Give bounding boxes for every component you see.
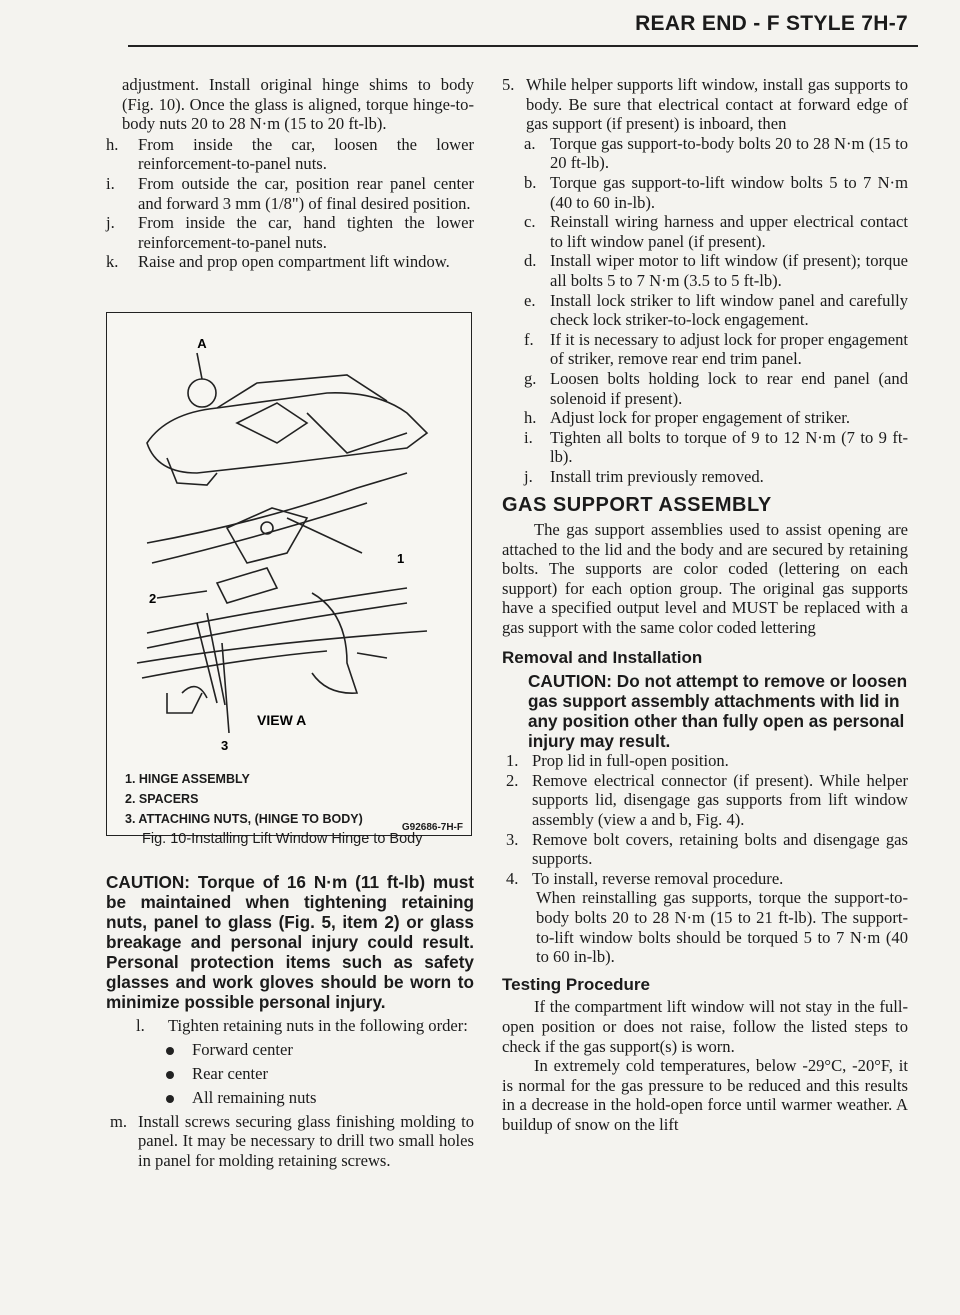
caution-gas-support: CAUTION: Do not attempt to remove or loosen gas support assembly attachments with lid in any position other than fully open as personal injury may result. [528, 671, 908, 752]
substep-i: i. Tighten all bolts to torque of 9 to 12 N·m (7 to 9 ft-lb). [524, 427, 908, 467]
substep-a: a. Torque gas support-to-body bolts 20 to 28 N·m (15 to 20 ft-lb). [524, 133, 908, 173]
car-window [217, 375, 387, 408]
step-text: While helper supports lift window, install gas supports to body. Be sure that electrical contact at forward edge of gas support (if present) is inboard, then [526, 75, 908, 134]
header-rule [128, 45, 918, 47]
intro-paragraph: adjustment. Install original hinge shims to body (Fig. 10). Once the glass is aligned, torque hinge-to-body nuts 20 to 28 N·m (15 to 20 ft-lb). [122, 75, 474, 134]
step-label: i. [106, 173, 115, 193]
view-label-a: A [197, 336, 207, 351]
step-label: l. [136, 1016, 145, 1035]
bullet-item: Rear center [166, 1062, 474, 1086]
left-column-lower [106, 872, 474, 1170]
reinstall-note: When reinstalling gas supports, torque the support-to-body bolts 20 to 28 N·m (15 to 21 ft-lb). The support-to-lift window bolts should be torqued 5 to 7 N·m (40 to 60 in-lb). [536, 888, 908, 967]
caution-torque: CAUTION: Torque of 16 N·m (11 ft-lb) must be maintained when tightening retaining nuts, panel to glass (Fig. 5, item 2) or glass breakage and personal injury could result. Personal protection items such as safety glasses and work gloves should be worn to minimize possible personal injury. [106, 872, 474, 1012]
step-text: Install screws securing glass finishing molding to panel. It may be necessary to drill two small holes in panel for molding retaining screws. [138, 1111, 474, 1170]
callout-1: 1 [397, 551, 405, 566]
legend-item-3: 3. ATTACHING NUTS, (HINGE TO BODY) [125, 812, 363, 826]
step-j [106, 213, 474, 252]
removal-step-1: 1. Prop lid in full-open position. [506, 751, 729, 771]
testing-paragraph-2: In extremely cold temperatures, below -29°C, -20°F, it is normal for the gas pressure to be reduced and this results in a decrease in the hold-open force until warmer weather. A buildup of snow on the lift [502, 1056, 908, 1134]
substep-d: d. Install wiper motor to lift window (if present); torque all bolts 5 to 7 N·m (3.5 to 5 ft-lb). [524, 251, 908, 290]
section-paragraph: The gas support assemblies used to assist opening are attached to the lid and the body and are secured by retaining bolts. The supports are color coded (lettering on each support) for each option group. The original gas supports have a specified output level and MUST be replaced with a gas support with the same color coded lettering [502, 520, 908, 638]
removal-title: Removal and Installation [502, 647, 703, 667]
callout-2: 2 [149, 591, 157, 606]
legend-item-1: 1. HINGE ASSEMBLY [125, 772, 250, 786]
right-column [502, 75, 908, 1135]
step-label: h. [106, 134, 119, 154]
removal-step-4: 4. To install, reverse removal procedure. [506, 868, 784, 888]
figure-legend [125, 769, 363, 829]
step-m [106, 1112, 474, 1171]
step-text: From inside the car, hand tighten the lower reinforcement-to-panel nuts. [138, 213, 474, 252]
substep-h: h. Adjust lock for proper engagement of striker. [524, 408, 850, 428]
page-header: REAR END - F STYLE 7H-7 [635, 12, 908, 35]
step-5 [502, 75, 908, 134]
testing-paragraph-1: If the compartment lift window will not stay in the full-open position or does not raise, follow the listed steps to check if the gas support(s) is worn. [502, 997, 908, 1056]
bullet-icon [166, 1071, 174, 1079]
view-a-circle [188, 379, 216, 407]
bullet-item: Forward center [166, 1038, 474, 1062]
step-label: 5. [502, 75, 515, 94]
section-title: GAS SUPPORT ASSEMBLY [502, 494, 772, 517]
bullet-icon [166, 1047, 174, 1055]
bullet-icon [166, 1095, 174, 1103]
figure-10 [106, 312, 472, 836]
substep-j: j. Install trim previously removed. [524, 466, 764, 486]
left-column [106, 75, 474, 272]
bullet-list [106, 1038, 474, 1110]
substep-g: g. Loosen bolts holding lock to rear end panel (and solenoid if present). [524, 368, 908, 408]
removal-step-2: 2. Remove electrical connector (if present). While helper supports lid, disengage gas supports from lift window assembly (view a and b, Fig. 4). [506, 770, 908, 829]
step-l [106, 1016, 474, 1036]
step-text: Tighten retaining nuts in the following order: [168, 1016, 468, 1035]
removal-step-3: 3. Remove bolt covers, retaining bolts and disengage gas supports. [506, 829, 908, 869]
figure-code: G92686-7H-F [401, 822, 463, 833]
hinge-diagram [107, 313, 471, 753]
car-body-outline [147, 393, 427, 473]
substep-e: e. Install lock striker to lift window panel and carefully check lock striker-to-lock engagement. [524, 290, 908, 330]
substep-f: f. If it is necessary to adjust lock for proper engagement of striker, remove rear end trim panel. [524, 329, 908, 369]
step-text: From inside the car, loosen the lower reinforcement-to-panel nuts. [138, 134, 474, 174]
step-k [106, 252, 474, 272]
view-a-label: VIEW A [257, 712, 307, 728]
removal-steps [502, 751, 908, 967]
legend-item-2: 2. SPACERS [125, 792, 199, 806]
step-label: k. [106, 252, 119, 272]
step-label: j. [106, 213, 115, 233]
callout-3: 3 [221, 738, 229, 753]
substep-list [502, 134, 908, 487]
testing-title: Testing Procedure [502, 974, 650, 994]
step-text: From outside the car, position rear panel center and forward 3 mm (1/8") of final desired position. [138, 173, 474, 213]
step-text: Raise and prop open compartment lift window. [138, 252, 450, 272]
figure-caption: Fig. 10-Installing Lift Window Hinge to Body [142, 831, 423, 847]
substep-b: b. Torque gas support-to-lift window bolts 5 to 7 N·m (40 to 60 in-lb). [524, 172, 908, 212]
substep-c: c. Reinstall wiring harness and upper electrical contact to lift window panel (if present). [524, 212, 908, 251]
step-label: m. [110, 1111, 128, 1131]
bullet-item: All remaining nuts [166, 1086, 474, 1110]
step-h [106, 135, 474, 174]
step-i [106, 174, 474, 213]
